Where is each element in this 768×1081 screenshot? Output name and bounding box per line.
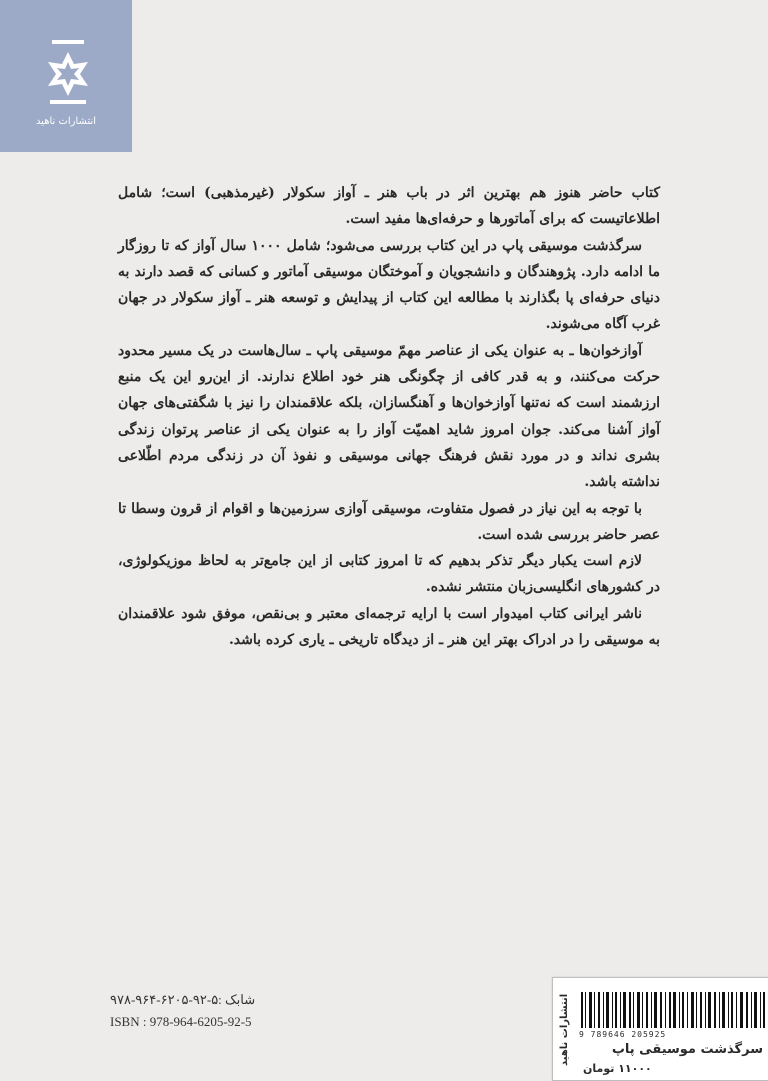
sticker-title: سرگذشت موسیقی پاپ: [611, 1042, 763, 1057]
publisher-name: انتشارات ناهید: [35, 116, 97, 127]
isbn-block: [110, 992, 255, 1030]
publisher-logo-panel: [0, 0, 132, 152]
paragraph: لازم است یکبار دیگر تذکر بدهیم که تا امروز کتابی از این جامع‌تر به لحاظ موزیکولوژی، در کشورهای انگلیسی‌زبان منتشر نشده.: [118, 553, 660, 596]
barcode-icon: [579, 992, 767, 1028]
paragraph: آوازخوان‌ها ـ به عنوان یکی از عناصر مهمّ موسیقی پاپ ـ سال‌هاست در یک مسیر محدود حرکت می‌کنند، و به قدر کافی از چگونگی هنر خود اطلاع ندارند. از این‌رو این یک منبع ارزشمند است که نه‌تنها آوازخوان‌ها و آهنگسازان، بلکه علاقمندان را نیز با شگفتی‌های جهان آواز آشنا می‌کند. جوان امروز شاید اهمیّت آواز را به عنوان یکی از عناصر پرتوان زندگی بشری نداند و در مورد نقش فرهنگ جهانی موسیقی و نفوذ آن در زندگی مردم اطّلاعی نداشته باشد.: [118, 342, 660, 491]
isbn-latin: ISBN : 978-964-6205-92-5: [110, 1014, 252, 1029]
price-sticker: [552, 977, 768, 1081]
paragraph: ناشر ایرانی کتاب امیدوار است با ارایه ترجمه‌ای معتبر و بی‌نقص، موفق شود علاقمندان به موسیقی را در ادراک بهتر این هنر ـ از دیدگاه تاریخی ـ یاری کرده باشد.: [118, 605, 660, 649]
sticker-price: ۱۱۰۰۰ تومان: [583, 1062, 652, 1075]
isbn-persian: شابک :۵-۹۲-۶۲۰۵-۹۶۴-۹۷۸: [110, 992, 256, 1007]
paragraph: با توجه به این نیاز در فصول متفاوت، موسیقی آوازی سرزمین‌ها و اقوام از قرون وسطا تا عصر حاضر بررسی شده است.: [118, 500, 660, 543]
sticker-publisher-label: انتشارات ناهید: [559, 993, 570, 1067]
back-cover-text: [118, 180, 660, 653]
paragraph: کتاب حاضر هنوز هم بهترین اثر در باب هنر ـ آواز سکولار (غیرمذهبی) است؛ شامل اطلاعاتیست که برای آماتورها و حرفه‌ای‌ها مفید است.: [118, 185, 660, 228]
star-book-logo-icon: [38, 38, 98, 110]
barcode-number: 9 789646 205925: [579, 1030, 667, 1039]
paragraph: سرگذشت موسیقی پاپ در این کتاب بررسی می‌شود؛ شامل ۱۰۰۰ سال آواز که تا روزگار ما ادامه دارد. پژوهندگان و دانشجویان و آموختگان موسیقی آماتور و کسانی که قصد دارند به دنیای حرفه‌ای پا بگذارند با مطالعه این کتاب از پیدایش و توسعه هنر ـ آواز سکولار در جهان غرب آگاه می‌شوند.: [118, 237, 660, 333]
